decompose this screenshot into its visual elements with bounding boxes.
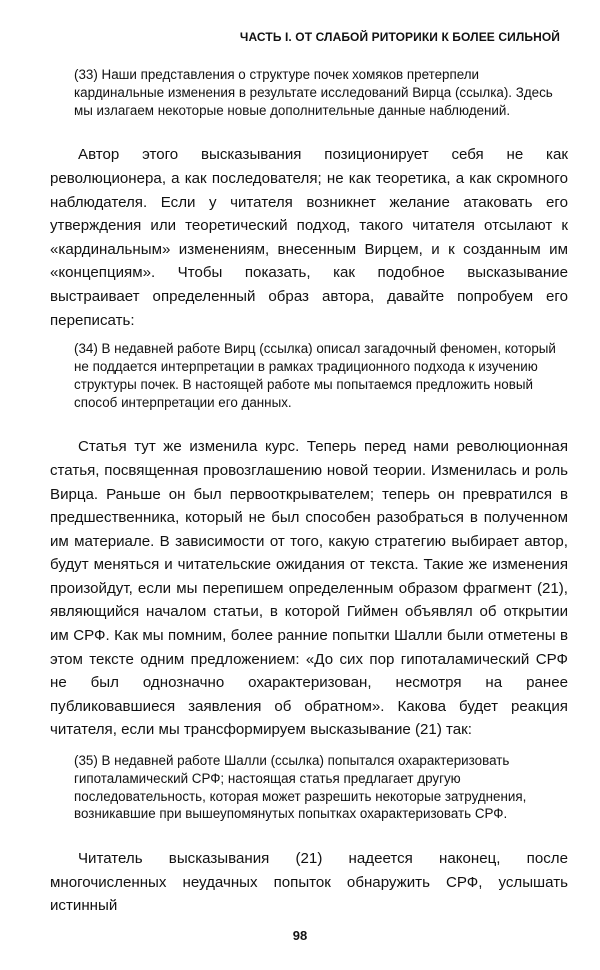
- page-body: [50, 66, 568, 918]
- quote-33: (33) Наши представления о структуре почек хомяков претерпели кардинальные изменения в результате исследований Вирца (ссылка). Здесь мы излагаем некоторые новые дополнительные данные наблюдений.: [74, 67, 553, 118]
- page-number: 98: [292, 928, 308, 943]
- paragraph-2: Статья тут же изменила курс. Теперь перед нами революционная статья, посвященная провозглашению новой теории. Изменилась и роль Вирца. Раньше он был первооткрывателем; теперь он превратился в предшественника, который не был способен разобраться в полученном им материале. В зависимости от того, какую стратегию выбирает автор, будут меняться и читательские ожидания от текста. Такие же изменения произойдут, если мы перепишем определенным образом фрагмент (21), являющийся началом статьи, в которой Гиймен объявлял об открытии им СРФ. Как мы помним, более ранние попытки Шалли были отметены в этом тексте одним предложением: «До сих пор гипоталамический СРФ не был однозначно охарактеризован, несмотря на ранее публиковавшиеся заявления об обратном». Какова будет реакция читателя, если мы трансформируем высказывание (21) так:: [50, 438, 568, 739]
- paragraph-3: Читатель высказывания (21) надеется наконец, после многочисленных неудачных попыток обнаружить СРФ, услышать истинный: [50, 850, 568, 915]
- quote-35: (35) В недавней работе Шалли (ссылка) попытался охарактеризовать гипоталамический СРФ; настоящая статья предлагает другую последовательность, которая может разрешить некоторые затруднения, возникавшие при вышеупомянутых попытках охарактеризовать СРФ.: [74, 753, 527, 822]
- paragraph-1: Автор этого высказывания позиционирует себя не как революционера, а как последователя; не как теоретика, а как скромного наблюдателя. Если у читателя возникнет желание атаковать его утверждения или теоретический подход, такого читателя отсылают к «кардинальным» изменениям, внесенным Вирцем, и к созданным им «концепциям». Чтобы показать, как подобное высказывание выстраивает определенный образ автора, давайте попробуем его переписать:: [50, 146, 568, 329]
- quote-34: (34) В недавней работе Вирц (ссылка) описал загадочный феномен, который не поддается интерпретации в рамках традиционного подхода к изучению структуры почек. В настоящей работе мы попытаемся предложить новый способ интерпретации его данных.: [74, 341, 556, 410]
- running-head: ЧАСТЬ I. ОТ СЛАБОЙ РИТОРИКИ К БОЛЕЕ СИЛЬНОЙ: [239, 30, 560, 44]
